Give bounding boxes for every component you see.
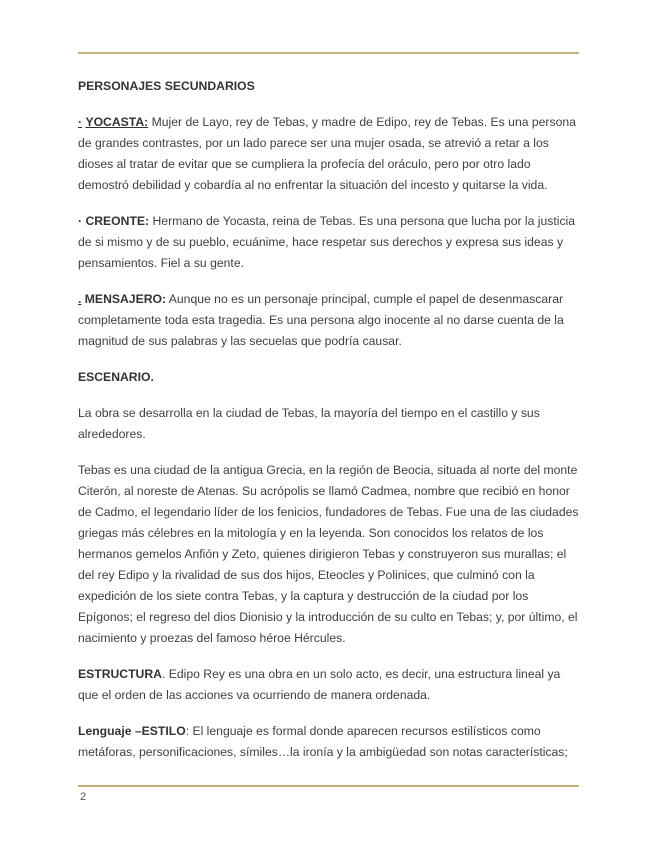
text-creonte: Hermano de Yocasta, reina de Tebas. Es una persona que lucha por la justicia de si mismo y de su pueblo, ecuánime, hace respetar sus derechos y expresa sus ideas y pensamientos. Fiel a su gente.: [78, 214, 576, 270]
term-yocasta: YOCASTA:: [85, 115, 149, 129]
paragraph-escenario-1: La obra se desarrolla en la ciudad de Tebas, la mayoría del tiempo en el castillo y sus alrededores.: [78, 406, 540, 441]
document-body: [78, 76, 579, 778]
top-rule: [78, 52, 579, 54]
bottom-rule: [78, 785, 579, 787]
paragraph-estructura: [78, 664, 579, 706]
term-estructura: ESTRUCTURA: [78, 667, 162, 681]
text-yocasta: Mujer de Layo, rey de Tebas, y madre de Edipo, rey de Tebas. Es una persona de grandes contrastes, por un lado parece ser una mujer osada, se atrevió a retar a los dioses al tratar de evitar que se cumpliera la profecía del oráculo, pero por otro lado demostró debilidad y cobardía al no enfrentar la situación del incesto y quitarse la vida.: [78, 115, 576, 192]
text-mensajero: Aunque no es un personaje principal, cumple el papel de desenmascarar completamente toda esta tragedia. Es una persona algo inocente al no darse cuenta de la magnitud de sus palabras y las secuelas que podría causar.: [78, 292, 564, 348]
bullet-creonte: ·: [78, 214, 83, 228]
paragraph-mensajero: [78, 289, 579, 352]
paragraph-lenguaje: [78, 721, 579, 763]
paragraph-creonte: [78, 211, 579, 274]
term-lenguaje: Lenguaje –ESTILO: [78, 724, 186, 738]
term-creonte: CREONTE:: [85, 214, 150, 228]
text-estructura: . Edipo Rey es una obra en un solo acto, es decir, una estructura lineal ya que el orden de las acciones va ocurriendo de manera ordenada.: [78, 667, 561, 702]
paragraph-escenario-2: Tebas es una ciudad de la antigua Grecia, en la región de Beocia, situada al norte del monte Citerón, al noreste de Atenas. Su acrópolis se llamó Cadmea, nombre que recibió en honor de Cadmo, el legendario líder de los fenicios, fundadores de Tebas. Fue una de las ciudades griegas más célebres en la mitología y en la leyenda. Son conocidos los relatos de los hermanos gemelos Anfión y Zeto, quienes dirigieron Tebas y construyeron sus murallas; el del rey Edipo y la rivalidad de sus dos hijos, Eteocles y Polinices, que culminó con la expedición de los siete contra Tebas, y la captura y destrucción de la ciudad por los Epígonos; el regreso del dios Dionisio y la introducción de su culto en Tebas; y, por último, el nacimiento y proezas del famoso héroe Hércules.: [78, 463, 579, 645]
term-mensajero: MENSAJERO:: [84, 292, 167, 306]
heading-personajes: PERSONAJES SECUNDARIOS: [78, 79, 255, 93]
paragraph-yocasta: [78, 112, 579, 196]
page-number: 2: [80, 791, 87, 803]
heading-escenario: ESCENARIO.: [78, 370, 154, 384]
text-lenguaje: : El lenguaje es formal donde aparecen recursos estilísticos como metáforas, personificaciones, símiles…la ironía y la ambigüedad son notas características;: [78, 724, 568, 759]
bullet-mensajero: .: [78, 292, 82, 306]
bullet-yocasta: ·: [78, 115, 83, 129]
